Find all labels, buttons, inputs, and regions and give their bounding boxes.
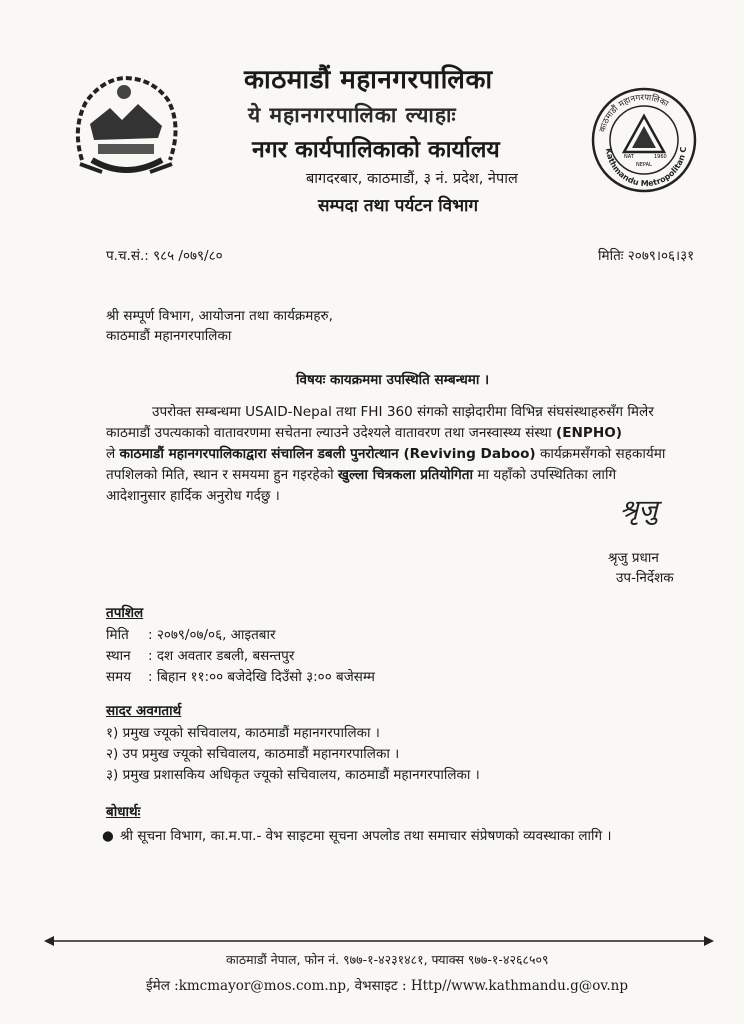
info-heading: बोधार्थः xyxy=(106,804,141,820)
info-item-text: श्री सूचना विभाग, का.म.पा.- वेभ साइटमा सूचना अपलोड तथा समाचार संप्रेषणको व्यवस्थाका लागि । xyxy=(120,828,612,844)
department-name: सम्पदा तथा पर्यटन विभाग xyxy=(318,196,479,216)
details-value: : बिहान ११:०० बजेदेखि दिउँसो ३:०० बजेसम्म xyxy=(148,669,375,685)
signature-text: श्रृजु xyxy=(620,495,658,525)
body-line-1: उपरोक्त सम्बन्धमा USAID-Nepal तथा FHI 360 संगको साझेदारीमा विभिन्न संघसंस्थाहरुसँग मिलेर xyxy=(152,404,654,420)
seal-bottom-text: Kathmandu Metropolitan C xyxy=(603,146,689,189)
details-label: मिति xyxy=(106,627,129,643)
footer-divider xyxy=(44,932,714,944)
details-row xyxy=(106,667,375,688)
body-line-4 xyxy=(106,465,722,486)
details-label: समय xyxy=(106,669,132,685)
body-line-2 xyxy=(106,423,722,444)
body-line-3 xyxy=(106,444,722,465)
org-name: काठमाडौं महानगरपालिका xyxy=(244,65,493,95)
details-table xyxy=(106,625,375,688)
signer-title: उप-निर्देशक xyxy=(616,570,674,586)
details-value: : २०७९/०७/०६, आइतबार xyxy=(148,627,276,643)
seal-small-text: NEPAL xyxy=(636,162,652,168)
seal-left-text: NAT xyxy=(624,154,634,160)
competition-name: खुल्ला चित्रकला प्रतियोगिता xyxy=(337,467,474,483)
body-line-5: आदेशानुसार हार्दिक अनुरोध गर्दछु । xyxy=(106,488,280,504)
details-value: : दश अवतार डबली, बसन्तपुर xyxy=(148,648,295,664)
subject: विषयः कायक्रममा उपस्थिति सम्बन्धमा । xyxy=(296,372,490,388)
details-row xyxy=(106,625,375,646)
org-name-newari: ये महानगरपालिका ल्याहाः xyxy=(248,103,457,127)
signature xyxy=(620,490,658,526)
cc-heading: सादर अवगतार्थ xyxy=(106,703,182,719)
body-line-4a: तपशिलको मिति, स्थान र समयमा हुन गइरहेको xyxy=(106,467,334,483)
cc-item: १) प्रमुख ज्यूको सचिवालय, काठमाडौं महानगरपालिका । xyxy=(106,725,380,741)
letter-date: मितिः २०७९।०६।३१ xyxy=(598,248,695,264)
signer-name: श्रृजु प्रधान xyxy=(608,550,659,566)
footer-email-web: ईमेल :kmcmayor@mos.com.np, वेभसाइट : Http//www.kathmandu.g@ov.np xyxy=(146,978,628,994)
cc-list xyxy=(106,723,480,786)
recipient-line-1: श्री सम्पूर्ण विभाग, आयोजना तथा कार्यक्रमहरु, xyxy=(106,308,333,324)
seal-top-text: काठमाडौं महानगरपालिका xyxy=(597,92,670,134)
details-row xyxy=(106,646,375,667)
details-heading: तपशिल xyxy=(106,605,144,621)
details-label: स्थान xyxy=(106,648,131,664)
cc-item: ३) प्रमुख प्रशासकिय अधिकृत ज्यूको सचिवालय, काठमाडौं महानगरपालिका । xyxy=(106,767,480,783)
kmc-seal xyxy=(590,86,698,194)
enpho-text: (ENPHO) xyxy=(555,425,622,441)
reference-number: प.च.सं.: ९८५ /०७९/८० xyxy=(106,248,223,264)
seal-icon xyxy=(590,86,698,194)
office-address: बागदरबार, काठमाडौं, ३ नं. प्रदेश, नेपाल xyxy=(306,171,518,187)
info-item xyxy=(102,828,612,844)
body-line-2-text: काठमाडौं उपत्यकाको वातावरणमा सचेतना ल्याउने उदेश्यले वातावरण तथा जनस्वास्थ्य संस्था xyxy=(106,425,552,441)
body-line-3b: काठमाडौं महानगरपालिकाद्वारा संचालिन डबली पुनरोत्थान (Reviving Daboo) xyxy=(119,446,536,462)
recipient-line-2: काठमाडौं महानगरपालिका xyxy=(106,328,232,344)
cc-item: २) उप प्रमुख ज्यूको सचिवालय, काठमाडौं महानगरपालिका । xyxy=(106,746,400,762)
emblem-icon xyxy=(62,68,190,186)
body-line-3c: कार्यक्रमसँगको सहकार्यमा xyxy=(539,446,666,462)
nepal-emblem xyxy=(62,68,190,186)
body-line-3a: ले xyxy=(106,446,116,462)
office-name: नगर कार्यपालिकाको कार्यालय xyxy=(252,137,500,163)
body-line-4c: मा यहाँको उपस्थितिका लागि xyxy=(477,467,617,483)
svg-text:काठमाडौं महानगरपालिका xyxy=(598,93,671,134)
footer-contact: काठमाडौं नेपाल, फोन नं. ९७७-१-४२३१४८१, फ्याक्स ९७७-१-४२६८५०९ xyxy=(226,952,549,967)
bullet-icon: ● xyxy=(102,828,114,844)
seal-right-text: 1960 xyxy=(654,154,667,160)
